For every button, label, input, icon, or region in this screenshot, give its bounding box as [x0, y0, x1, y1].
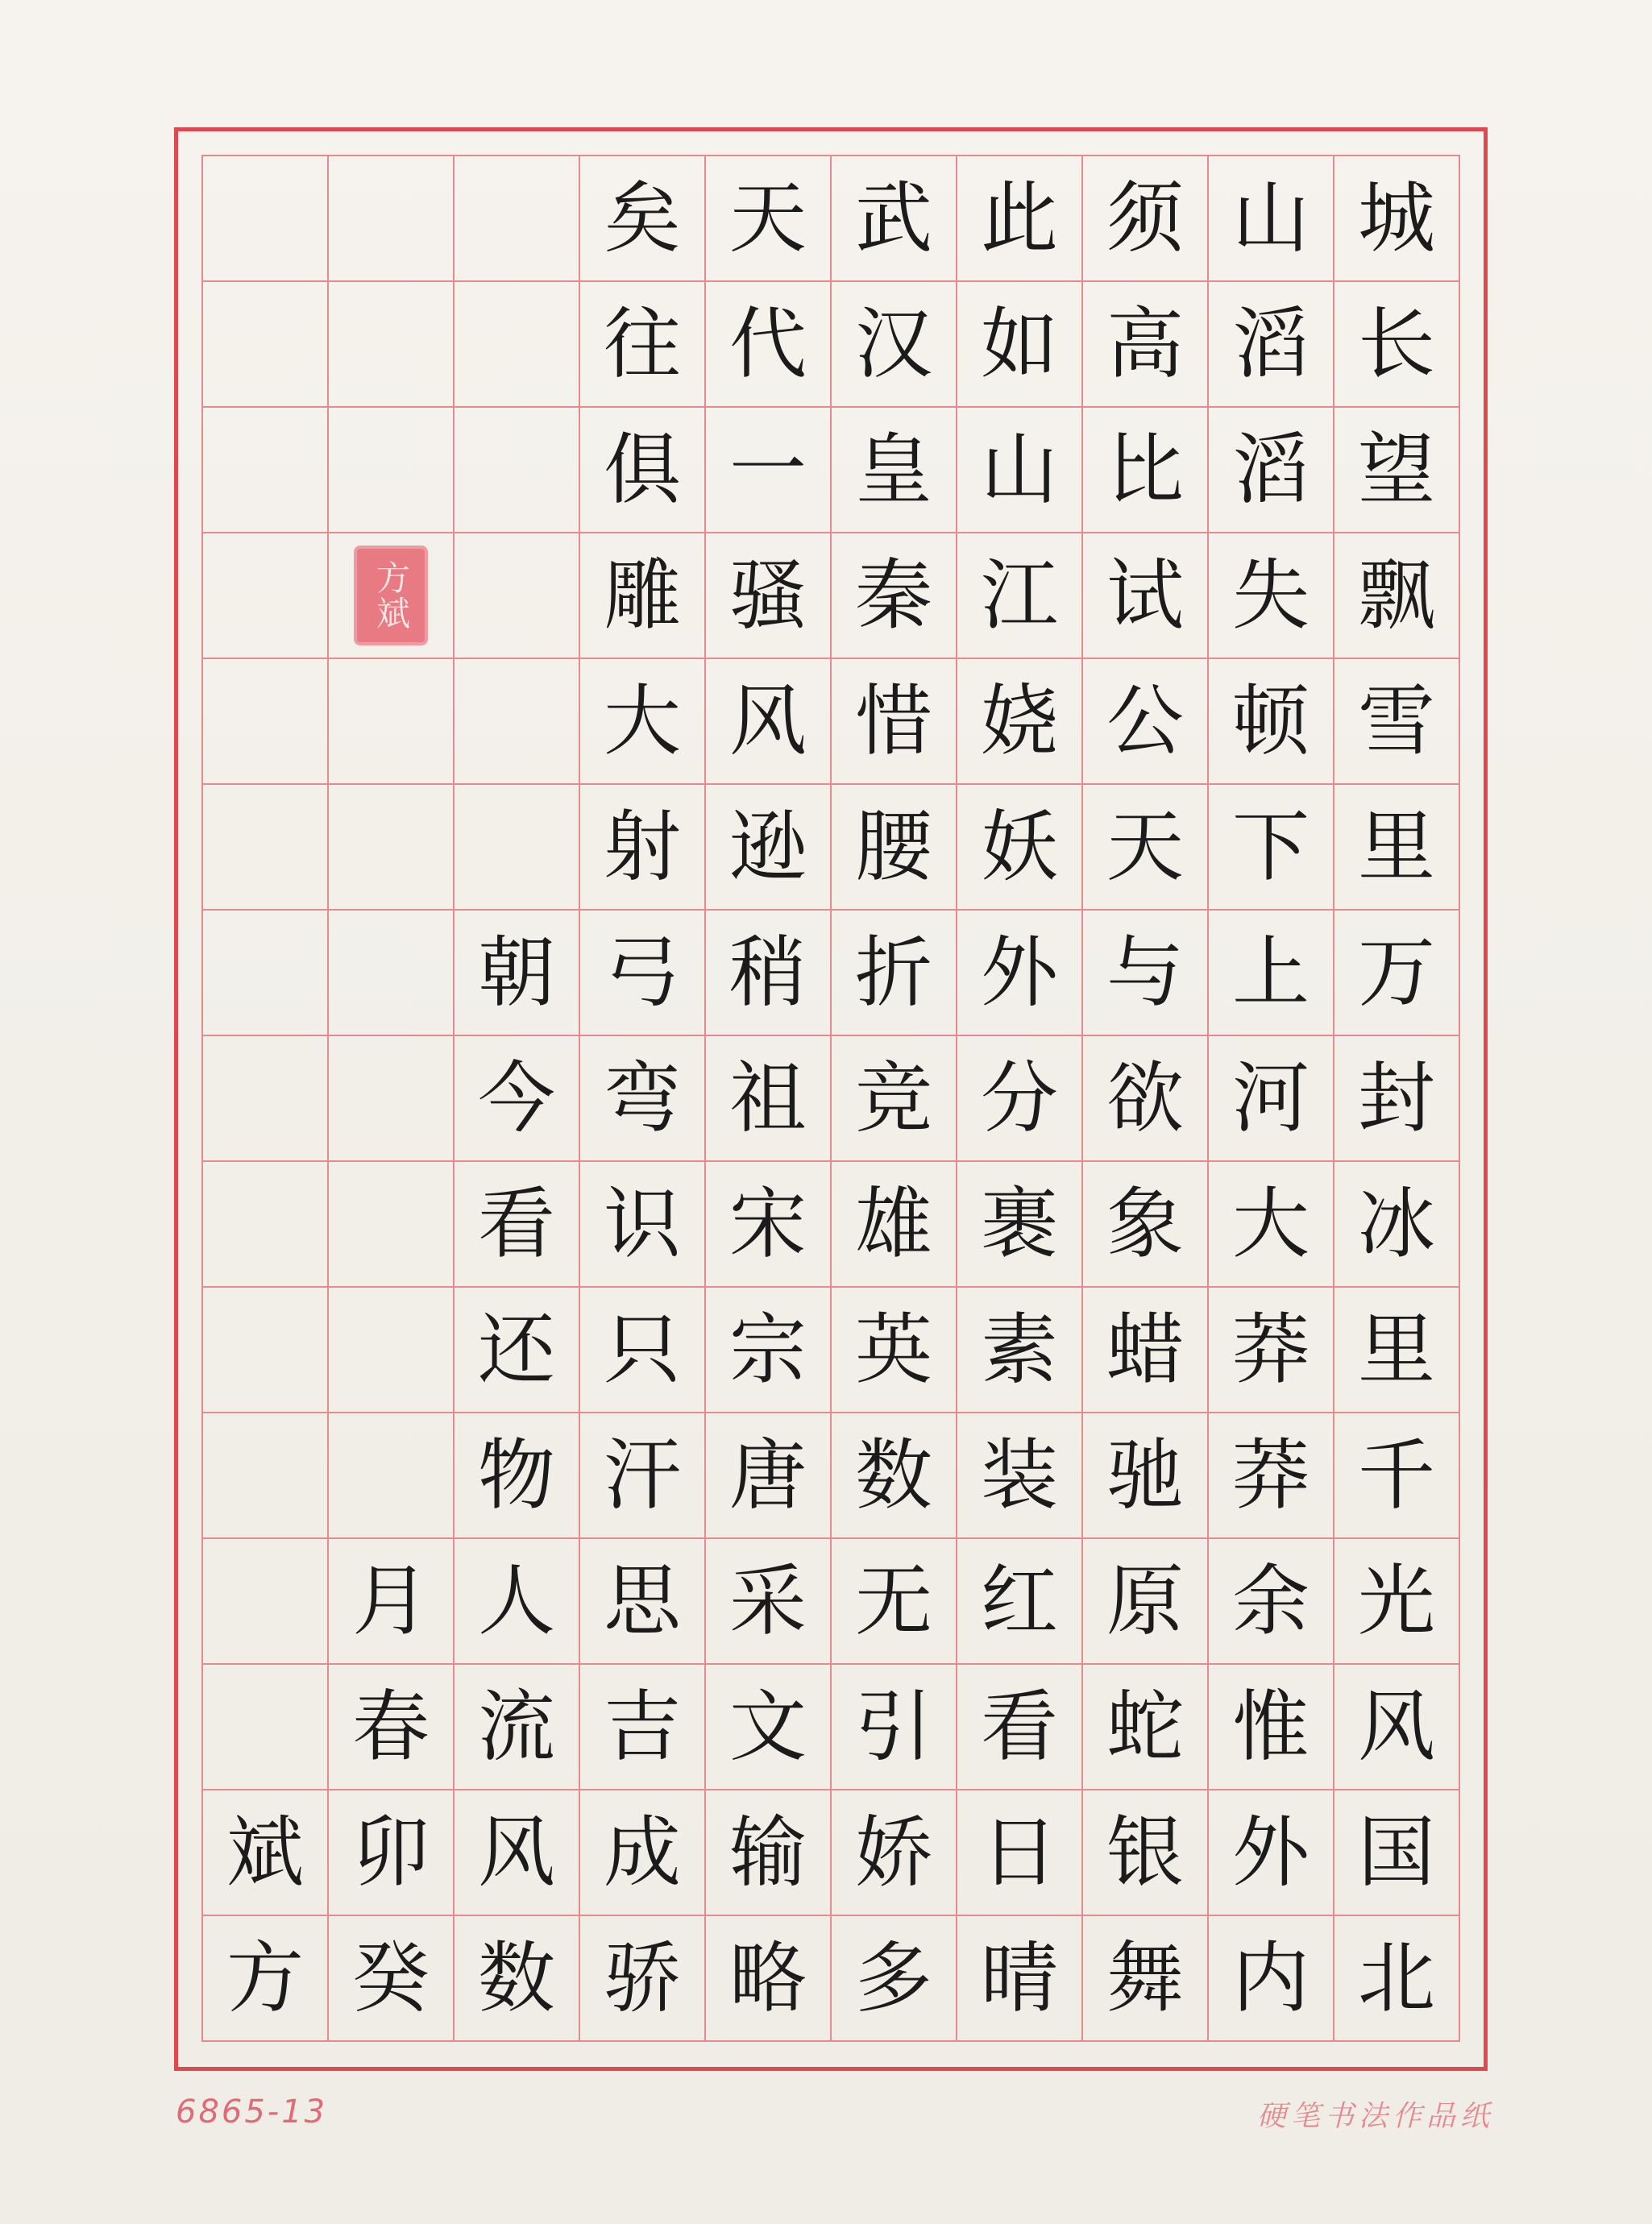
grid-cell [203, 1162, 329, 1288]
grid-cell [329, 1539, 455, 1665]
calligraphy-character: 滔 [1232, 425, 1310, 515]
calligraphy-character: 骄 [604, 1933, 681, 2023]
grid-cell [203, 533, 329, 659]
grid-cell [329, 408, 455, 533]
calligraphy-character: 卯 [352, 1807, 430, 1898]
calligraphy-character: 雄 [855, 1179, 932, 1269]
calligraphy-character: 余 [1232, 1556, 1310, 1646]
calligraphy-character: 晴 [981, 1933, 1058, 2023]
grid-cell [329, 1790, 455, 1916]
grid-cell [329, 1162, 455, 1288]
calligraphy-character: 天 [729, 173, 807, 263]
grid-cell [1209, 1790, 1334, 1916]
grid-cell [329, 1413, 455, 1539]
grid-cell [957, 408, 1083, 533]
grid-cell [1209, 1413, 1334, 1539]
grid-cell [455, 1916, 580, 2042]
grid-cell [832, 1288, 957, 1413]
calligraphy-character: 舞 [1106, 1933, 1184, 2023]
calligraphy-character: 千 [1358, 1430, 1435, 1521]
grid-cell [455, 1413, 580, 1539]
calligraphy-character: 今 [478, 1053, 555, 1143]
grid-cell [455, 408, 580, 533]
calligraphy-character: 日 [981, 1807, 1058, 1898]
grid-cell [1334, 1036, 1460, 1162]
grid-cell [832, 659, 957, 785]
calligraphy-character: 娆 [981, 676, 1058, 766]
grid-cell [203, 1413, 329, 1539]
calligraphy-character: 大 [604, 676, 681, 766]
calligraphy-character: 射 [604, 802, 681, 892]
calligraphy-character: 成 [604, 1807, 681, 1898]
calligraphy-character: 山 [1232, 173, 1310, 263]
grid-cell [1334, 533, 1460, 659]
grid-cell [832, 785, 957, 911]
grid-cell [706, 659, 832, 785]
calligraphy-character: 高 [1106, 299, 1184, 389]
paper-label: 硬笔书法作品纸 [1256, 2100, 1494, 2133]
calligraphy-character: 如 [981, 299, 1058, 389]
grid-cell [1209, 1916, 1334, 2042]
calligraphy-character: 采 [729, 1556, 807, 1646]
calligraphy-character: 装 [981, 1430, 1058, 1521]
calligraphy-character: 矣 [604, 173, 681, 263]
calligraphy-character: 还 [478, 1305, 555, 1395]
grid-cell [957, 1539, 1083, 1665]
calligraphy-character: 莽 [1232, 1305, 1310, 1395]
grid-cell [1334, 1916, 1460, 2042]
calligraphy-character: 北 [1358, 1933, 1435, 2023]
calligraphy-character: 蛇 [1106, 1682, 1184, 1772]
grid-cell [329, 1288, 455, 1413]
grid-cell [580, 1539, 706, 1665]
grid-cell [203, 1665, 329, 1790]
calligraphy-character: 风 [729, 676, 807, 766]
grid-cell [455, 1288, 580, 1413]
calligraphy-character: 试 [1106, 550, 1184, 641]
calligraphy-character: 江 [981, 550, 1058, 641]
calligraphy-character: 银 [1106, 1807, 1184, 1898]
grid-cell [580, 659, 706, 785]
calligraphy-character: 里 [1358, 1305, 1435, 1395]
grid-cell [832, 1665, 957, 1790]
calligraphy-character: 武 [855, 173, 932, 263]
grid-cell [455, 1665, 580, 1790]
grid-cell [203, 785, 329, 911]
calligraphy-character: 一 [729, 425, 807, 515]
grid-cell [1083, 408, 1209, 533]
grid-cell [203, 1790, 329, 1916]
calligraphy-character: 天 [1106, 802, 1184, 892]
calligraphy-character: 弯 [604, 1053, 681, 1143]
calligraphy-character: 代 [729, 299, 807, 389]
calligraphy-character: 竞 [855, 1053, 932, 1143]
grid-cell [1334, 1413, 1460, 1539]
calligraphy-character: 河 [1232, 1053, 1310, 1143]
grid-cell [203, 1288, 329, 1413]
grid-cell [1334, 282, 1460, 408]
calligraphy-character: 弓 [604, 927, 681, 1018]
calligraphy-character: 失 [1232, 550, 1310, 641]
grid-cell [706, 911, 832, 1036]
grid-cell [329, 659, 455, 785]
calligraphy-character: 风 [1358, 1682, 1435, 1772]
calligraphy-character: 公 [1106, 676, 1184, 766]
grid-cell [957, 156, 1083, 282]
calligraphy-character: 象 [1106, 1179, 1184, 1269]
grid-cell [1083, 911, 1209, 1036]
grid-cell [203, 408, 329, 533]
grid-cell [1334, 1665, 1460, 1790]
grid-cell [832, 1036, 957, 1162]
grid-cell [455, 1036, 580, 1162]
grid-cell [1334, 1162, 1460, 1288]
grid-cell [580, 408, 706, 533]
grid-cell [1209, 911, 1334, 1036]
grid-cell [832, 1413, 957, 1539]
grid-cell [832, 156, 957, 282]
grid-cell [455, 1790, 580, 1916]
grid-cell [329, 156, 455, 282]
grid-cell [203, 1539, 329, 1665]
grid-cell [1334, 659, 1460, 785]
calligraphy-character: 流 [478, 1682, 555, 1772]
calligraphy-character: 宗 [729, 1305, 807, 1395]
calligraphy-character: 内 [1232, 1933, 1310, 2023]
calligraphy-character: 稍 [729, 927, 807, 1018]
calligraphy-character: 妖 [981, 802, 1058, 892]
grid-cell [832, 1539, 957, 1665]
writing-grid [201, 155, 1460, 2042]
grid-cell [329, 911, 455, 1036]
grid-cell [580, 1916, 706, 2042]
grid-cell [203, 659, 329, 785]
grid-cell [957, 1036, 1083, 1162]
grid-cell [1334, 408, 1460, 533]
grid-cell [1209, 533, 1334, 659]
grid-cell [455, 282, 580, 408]
grid-cell [832, 408, 957, 533]
grid-cell [1083, 282, 1209, 408]
calligraphy-character: 飘 [1358, 550, 1435, 641]
calligraphy-character: 与 [1106, 927, 1184, 1018]
grid-cell [706, 785, 832, 911]
calligraphy-character: 蜡 [1106, 1305, 1184, 1395]
grid-cell [1083, 156, 1209, 282]
grid-cell [580, 785, 706, 911]
grid-cell [832, 1790, 957, 1916]
calligraphy-character: 汗 [604, 1430, 681, 1521]
grid-cell [832, 282, 957, 408]
grid-cell [1334, 1790, 1460, 1916]
grid-cell [957, 911, 1083, 1036]
calligraphy-character: 物 [478, 1430, 555, 1521]
calligraphy-character: 俱 [604, 425, 681, 515]
grid-cell [957, 785, 1083, 911]
grid-cell [203, 911, 329, 1036]
calligraphy-character: 雕 [604, 550, 681, 641]
grid-cell [957, 659, 1083, 785]
calligraphy-character: 斌 [226, 1807, 304, 1898]
calligraphy-character: 腰 [855, 802, 932, 892]
grid-cell [203, 156, 329, 282]
grid-cell [1083, 1916, 1209, 2042]
grid-cell [203, 282, 329, 408]
calligraphy-character: 长 [1358, 299, 1435, 389]
calligraphy-character: 风 [478, 1807, 555, 1898]
calligraphy-character: 数 [855, 1430, 932, 1521]
grid-cell [1083, 785, 1209, 911]
grid-cell [1209, 1539, 1334, 1665]
grid-cell [329, 533, 455, 659]
calligraphy-character: 癸 [352, 1933, 430, 2023]
calligraphy-character: 春 [352, 1682, 430, 1772]
grid-cell [1083, 1790, 1209, 1916]
calligraphy-character: 滔 [1232, 299, 1310, 389]
calligraphy-character: 逊 [729, 802, 807, 892]
grid-cell [706, 408, 832, 533]
calligraphy-character: 原 [1106, 1556, 1184, 1646]
grid-cell [1083, 1288, 1209, 1413]
grid-cell [706, 1665, 832, 1790]
grid-cell [1334, 1539, 1460, 1665]
calligraphy-character: 城 [1358, 173, 1435, 263]
grid-cell [1083, 1036, 1209, 1162]
grid-cell [957, 1916, 1083, 2042]
calligraphy-character: 数 [478, 1933, 555, 2023]
grid-cell [957, 1413, 1083, 1539]
calligraphy-character: 欲 [1106, 1053, 1184, 1143]
grid-cell [455, 659, 580, 785]
grid-cell [706, 1413, 832, 1539]
grid-cell [1083, 1162, 1209, 1288]
grid-cell [203, 1036, 329, 1162]
calligraphy-character: 里 [1358, 802, 1435, 892]
calligraphy-character: 望 [1358, 425, 1435, 515]
grid-cell [957, 282, 1083, 408]
grid-cell [580, 1288, 706, 1413]
grid-cell [832, 1162, 957, 1288]
calligraphy-character: 往 [604, 299, 681, 389]
calligraphy-character: 分 [981, 1053, 1058, 1143]
calligraphy-character: 娇 [855, 1807, 932, 1898]
grid-cell [580, 282, 706, 408]
grid-cell [329, 1665, 455, 1790]
grid-cell [706, 1916, 832, 2042]
calligraphy-character: 祖 [729, 1053, 807, 1143]
calligraphy-character: 惟 [1232, 1682, 1310, 1772]
calligraphy-character: 素 [981, 1305, 1058, 1395]
grid-cell [706, 282, 832, 408]
grid-cell [832, 1916, 957, 2042]
grid-cell [580, 156, 706, 282]
calligraphy-character: 下 [1232, 802, 1310, 892]
calligraphy-character: 外 [981, 927, 1058, 1018]
calligraphy-character: 只 [604, 1305, 681, 1395]
calligraphy-character: 宋 [729, 1179, 807, 1269]
calligraphy-character: 莽 [1232, 1430, 1310, 1521]
calligraphy-character: 骚 [729, 550, 807, 641]
grid-cell [957, 1288, 1083, 1413]
grid-cell [455, 911, 580, 1036]
grid-cell [1083, 1665, 1209, 1790]
grid-cell [1334, 785, 1460, 911]
calligraphy-character: 秦 [855, 550, 932, 641]
calligraphy-character: 山 [981, 425, 1058, 515]
grid-cell [1209, 1162, 1334, 1288]
calligraphy-character: 无 [855, 1556, 932, 1646]
grid-cell [580, 1036, 706, 1162]
calligraphy-character: 外 [1232, 1807, 1310, 1898]
calligraphy-character: 文 [729, 1682, 807, 1772]
grid-cell [580, 911, 706, 1036]
grid-cell [1209, 1288, 1334, 1413]
grid-cell [706, 1162, 832, 1288]
grid-cell [329, 1916, 455, 2042]
calligraphy-character: 雪 [1358, 676, 1435, 766]
calligraphy-character: 大 [1232, 1179, 1310, 1269]
calligraphy-character: 惜 [855, 676, 932, 766]
calligraphy-character: 多 [855, 1933, 932, 2023]
calligraphy-character: 万 [1358, 927, 1435, 1018]
calligraphy-character: 思 [604, 1556, 681, 1646]
grid-cell [1083, 533, 1209, 659]
calligraphy-character: 比 [1106, 425, 1184, 515]
grid-cell [706, 1539, 832, 1665]
calligraphy-character: 皇 [855, 425, 932, 515]
calligraphy-character: 此 [981, 173, 1058, 263]
grid-cell [1083, 1539, 1209, 1665]
grid-cell [329, 282, 455, 408]
grid-cell [329, 1036, 455, 1162]
grid-cell [1083, 1413, 1209, 1539]
calligraphy-character: 冰 [1358, 1179, 1435, 1269]
grid-cell [1209, 408, 1334, 533]
grid-cell [957, 1790, 1083, 1916]
red-seal-stamp: 方斌 [354, 546, 428, 645]
grid-cell [706, 1288, 832, 1413]
calligraphy-character: 方 [226, 1933, 304, 2023]
grid-cell [1209, 1665, 1334, 1790]
grid-cell [1209, 785, 1334, 911]
grid-cell [1083, 659, 1209, 785]
calligraphy-character: 封 [1358, 1053, 1435, 1143]
calligraphy-character: 驰 [1106, 1430, 1184, 1521]
calligraphy-character: 顿 [1232, 676, 1310, 766]
calligraphy-character: 看 [981, 1682, 1058, 1772]
calligraphy-character: 引 [855, 1682, 932, 1772]
grid-cell [455, 533, 580, 659]
grid-cell [1209, 1036, 1334, 1162]
grid-cell [706, 1790, 832, 1916]
grid-cell [203, 1916, 329, 2042]
calligraphy-character: 略 [729, 1933, 807, 2023]
grid-cell [455, 785, 580, 911]
grid-cell [1334, 911, 1460, 1036]
grid-cell [580, 1790, 706, 1916]
grid-cell [957, 1665, 1083, 1790]
grid-cell [706, 533, 832, 659]
calligraphy-character: 英 [855, 1305, 932, 1395]
grid-cell [832, 911, 957, 1036]
grid-cell [706, 1036, 832, 1162]
calligraphy-character: 裹 [981, 1179, 1058, 1269]
grid-cell [957, 1162, 1083, 1288]
grid-cell [455, 156, 580, 282]
grid-cell [706, 156, 832, 282]
grid-cell [1334, 156, 1460, 282]
calligraphy-character: 上 [1232, 927, 1310, 1018]
calligraphy-character: 光 [1358, 1556, 1435, 1646]
grid-cell [329, 785, 455, 911]
grid-cell [832, 533, 957, 659]
grid-cell [580, 1413, 706, 1539]
calligraphy-character: 国 [1358, 1807, 1435, 1898]
calligraphy-character: 唐 [729, 1430, 807, 1521]
grid-cell [580, 1665, 706, 1790]
calligraphy-character: 输 [729, 1807, 807, 1898]
grid-cell [580, 1162, 706, 1288]
product-code: 6865-13 [176, 2093, 328, 2131]
calligraphy-character: 朝 [478, 927, 555, 1018]
calligraphy-character: 月 [352, 1556, 430, 1646]
calligraphy-character: 看 [478, 1179, 555, 1269]
grid-cell [455, 1162, 580, 1288]
grid-cell [1209, 282, 1334, 408]
grid-cell [455, 1539, 580, 1665]
grid-cell [1334, 1288, 1460, 1413]
grid-cell [957, 533, 1083, 659]
calligraphy-character: 折 [855, 927, 932, 1018]
calligraphy-character: 须 [1106, 173, 1184, 263]
grid-cell [1209, 659, 1334, 785]
calligraphy-character: 人 [478, 1556, 555, 1646]
calligraphy-character: 吉 [604, 1682, 681, 1772]
grid-cell [580, 533, 706, 659]
grid-cell [1209, 156, 1334, 282]
calligraphy-character: 红 [981, 1556, 1058, 1646]
calligraphy-character: 汉 [855, 299, 932, 389]
calligraphy-character: 识 [604, 1179, 681, 1269]
